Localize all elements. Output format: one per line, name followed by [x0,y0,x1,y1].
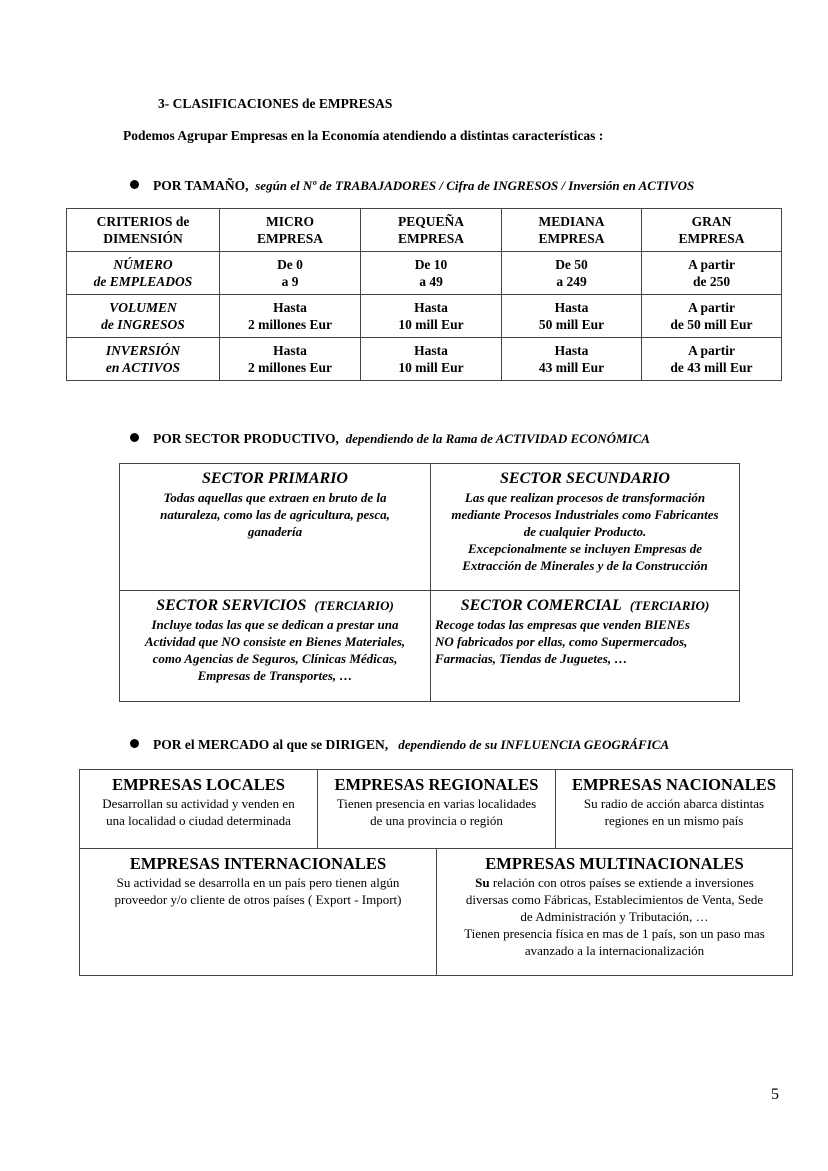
header-cell: CRITERIOS de DIMENSIÓN [67,209,220,252]
cell-title: SECTOR PRIMARIO [202,470,348,487]
market-locales-cell [80,770,318,849]
table-cell: Hasta 10 mill Eur [361,338,502,381]
intro-text: Podemos Agrupar Empresas en la Economía atendiendo a distintas características : [123,128,604,143]
cell-title: EMPRESAS LOCALES [112,775,285,794]
cell-body: Desarrollan su actividad y venden en una localidad o ciudad determinada [102,796,295,828]
table-row [67,338,782,381]
sector-table [119,463,740,702]
table-cell: Hasta 43 mill Eur [502,338,642,381]
cell-body: Su relación con otros países se extiende a inversiones diversas como Fábricas, Establecimientos de Venta, Sede de Administración y Tributación, … Tienen presencia física en mas de 1 país, son un paso mas avanzado a la internacionalización [464,875,765,958]
page-number: 5 [771,1086,779,1103]
criterion-cell: VOLUMEN de INGRESOS [67,295,220,338]
bullet-sector [130,431,650,447]
sector-primario-cell [120,464,431,591]
header-cell: GRAN EMPRESA [642,209,782,252]
cell-body: Las que realizan procesos de transformación mediante Procesos Industriales como Fabricantes de cualquier Producto. Excepcionalmente se incluyen Empresas de Extracción de Minerales y de la Construcción [451,490,719,573]
criterion-cell: INVERSIÓN en ACTIVOS [67,338,220,381]
table-cell: Hasta 10 mill Eur [361,295,502,338]
cell-body: Todas aquellas que extraen en bruto de la naturaleza, como las de agricultura, pesca, ganadería [160,490,390,539]
bullet-dot-icon [130,739,139,748]
cell-title: SECTOR COMERCIAL (TERCIARIO) [460,597,710,614]
table-row [67,295,782,338]
cell-title: SECTOR SECUNDARIO [500,470,670,487]
size-table [66,208,782,381]
section-heading: 3- CLASIFICACIONES de EMPRESAS [158,96,393,111]
header-cell: PEQUEÑA EMPRESA [361,209,502,252]
header-cell: MEDIANA EMPRESA [502,209,642,252]
table-cell: Hasta 2 millones Eur [220,338,361,381]
bullet-size [130,178,694,194]
bullet-dot-icon [130,180,139,189]
table-cell: De 0 a 9 [220,252,361,295]
table-header-row [67,209,782,252]
bullet-market [130,737,669,753]
cell-body: Incluye todas las que se dedican a prestar una Actividad que NO consiste en Bienes Materiales, como Agencias de Seguros, Clínicas Médicas, Empresas de Transportes, … [144,617,406,683]
table-cell: A partir de 50 mill Eur [642,295,782,338]
table-cell: Hasta 2 millones Eur [220,295,361,338]
cell-body: Su radio de acción abarca distintas regiones en un mismo país [583,796,765,828]
sector-servicios-cell [120,591,431,701]
bullet-sub: dependiendo de su INFLUENCIA GEOGRÁFICA [398,737,670,752]
bullet-lead: POR TAMAÑO, [153,178,249,193]
cell-title: EMPRESAS INTERNACIONALES [129,854,387,873]
bullet-sub: dependiendo de la Rama de ACTIVIDAD ECONÓMICA [345,431,650,446]
table-cell: A partir de 43 mill Eur [642,338,782,381]
cell-body: Recoge todas las empresas que venden BIENEs NO fabricados por ellas, como Supermercados, Farmacias, Tiendas de Juguetes, … [435,617,690,666]
market-table [79,769,793,976]
bullet-lead: POR el MERCADO al que se DIRIGEN, [153,737,389,752]
market-regionales-cell [318,770,556,849]
cell-title: EMPRESAS MULTINACIONALES [485,854,744,873]
market-nacionales-cell [556,770,792,849]
market-internacionales-cell [80,849,437,975]
header-cell: MICRO EMPRESA [220,209,361,252]
sector-comercial-cell [431,591,739,701]
market-multinacionales-cell [437,849,792,975]
bullet-lead: POR SECTOR PRODUCTIVO, [153,431,339,446]
table-row [67,252,782,295]
bullet-sub: según el Nº de TRABAJADORES / Cifra de INGRESOS / Inversión en ACTIVOS [255,178,695,193]
cell-title: EMPRESAS NACIONALES [572,775,776,794]
table-cell: Hasta 50 mill Eur [502,295,642,338]
table-cell: A partir de 250 [642,252,782,295]
cell-body: Tienen presencia en varias localidades de una provincia o región [336,796,537,828]
bullet-dot-icon [130,433,139,442]
table-cell: De 10 a 49 [361,252,502,295]
table-cell: De 50 a 249 [502,252,642,295]
sector-secundario-cell [431,464,739,591]
cell-title: SECTOR SERVICIOS (TERCIARIO) [156,597,394,614]
cell-body: Su actividad se desarrolla en un país pero tienen algún proveedor y/o cliente de otros países ( Export - Import) [114,875,402,907]
cell-title: EMPRESAS REGIONALES [334,775,539,794]
criterion-cell: NÚMERO de EMPLEADOS [67,252,220,295]
